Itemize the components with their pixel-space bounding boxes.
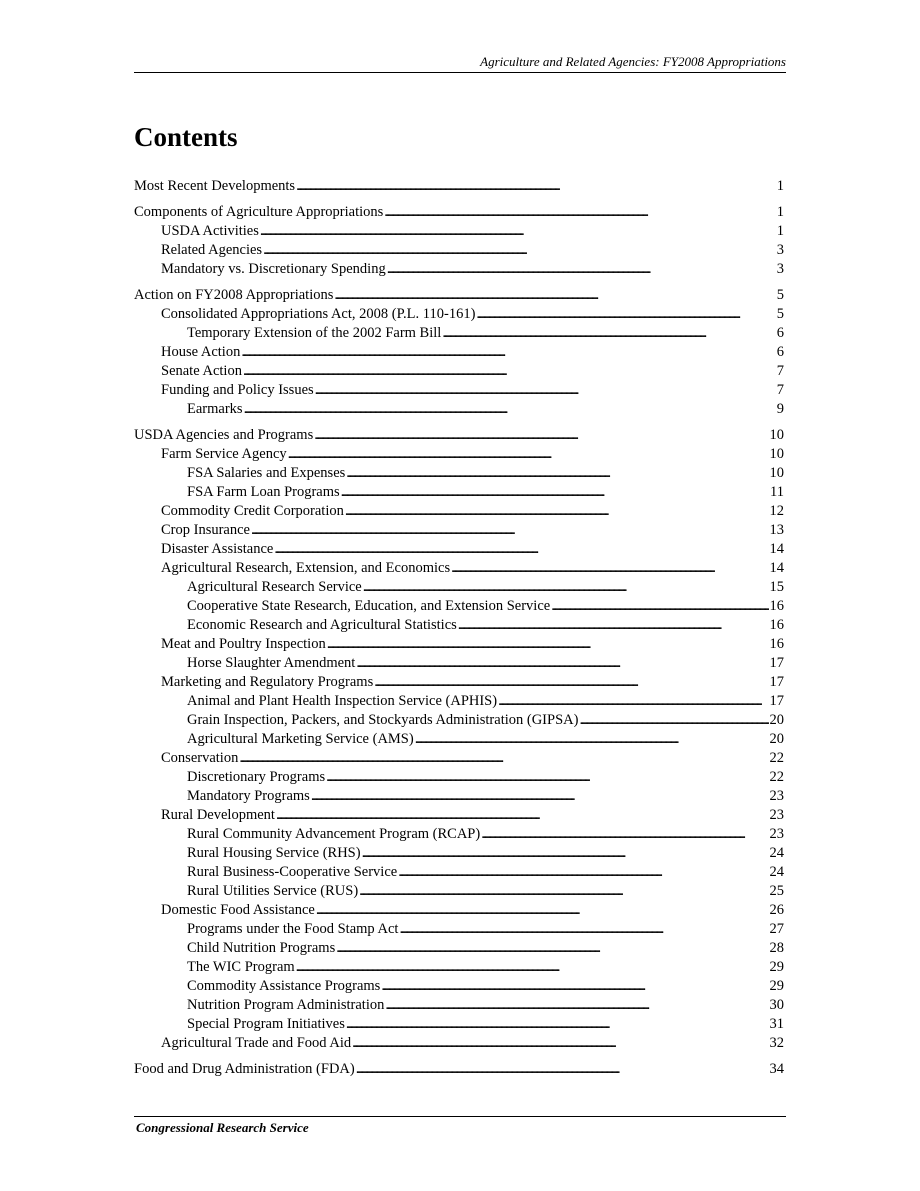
toc-entry[interactable] [134,286,784,305]
toc-entry[interactable] [134,787,784,806]
toc-entry-title: Agricultural Research Service [187,579,362,595]
toc-page-number: 17 [769,693,784,709]
toc-page-number: 31 [769,1016,784,1032]
toc-entry-title: FSA Salaries and Expenses [187,465,346,481]
toc-entry[interactable] [134,305,784,324]
toc-page-number: 1 [776,204,784,220]
toc-dot-leader [241,343,775,362]
toc-page-number: 17 [769,674,784,690]
toc-page-number: 30 [769,997,784,1013]
toc-entry[interactable] [134,521,784,540]
toc-dot-leader [356,654,768,673]
toc-dot-leader [311,787,769,806]
toc-dot-leader [359,882,768,901]
toc-dot-leader [356,1060,769,1079]
toc-dot-leader [244,400,776,419]
toc-dot-leader [385,996,768,1015]
toc-entry[interactable] [134,1015,784,1034]
toc-dot-leader [363,578,769,597]
toc-dot-leader [327,635,769,654]
toc-entry[interactable] [134,977,784,996]
toc-dot-leader [276,806,769,825]
toc-entry-title: Agricultural Trade and Food Aid [161,1035,352,1051]
toc-dot-leader [381,977,768,996]
toc-dot-leader [288,445,769,464]
toc-entry[interactable] [134,711,784,730]
toc-page-number: 24 [769,864,784,880]
toc-dot-leader [481,825,768,844]
toc-dot-leader [442,324,775,343]
toc-entry-title: Earmarks [187,401,243,417]
toc-dot-leader [345,502,769,521]
toc-dot-leader [251,521,769,540]
toc-page-number: 15 [769,579,784,595]
toc-entry[interactable] [134,1060,784,1079]
toc-page-number: 10 [769,465,784,481]
toc-entry-title: Temporary Extension of the 2002 Farm Bill [187,325,442,341]
toc-dot-leader [346,464,768,483]
toc-page-number: 28 [769,940,784,956]
toc-entry-title: Economic Research and Agricultural Statistics [187,617,457,633]
toc-entry[interactable] [134,654,784,673]
toc-entry-title: Mandatory Programs [187,788,310,804]
toc-entry-title: Cooperative State Research, Education, and Extension Service [187,598,551,614]
toc-entry[interactable] [134,806,784,825]
toc-entry[interactable] [134,222,784,241]
toc-dot-leader [314,426,768,445]
toc-entry-title: House Action [161,344,241,360]
toc-entry-title: Food and Drug Administration (FDA) [134,1061,355,1077]
page-title: Contents [134,122,238,152]
toc-page-number: 5 [776,287,784,303]
toc-page-number: 23 [769,807,784,823]
toc-page-number: 23 [769,826,784,842]
toc-page-number: 32 [769,1035,784,1051]
toc-dot-leader [415,730,769,749]
toc-entry[interactable] [134,901,784,920]
toc-dot-leader [239,749,768,768]
toc-entry-title: Meat and Poultry Inspection [161,636,326,652]
toc-entry[interactable] [134,749,784,768]
toc-entry[interactable] [134,464,784,483]
toc-entry[interactable] [134,597,784,616]
toc-entry[interactable] [134,445,784,464]
toc-dot-leader [498,692,768,711]
toc-page-number: 11 [770,484,784,500]
toc-page-number: 22 [769,750,784,766]
toc-page-number: 1 [776,178,784,194]
toc-page-number: 27 [769,921,784,937]
toc-entry-title: Rural Development [161,807,275,823]
toc-entry[interactable] [134,260,784,279]
toc-dot-leader [476,305,775,324]
toc-entry-title: Rural Community Advancement Program (RCAP) [187,826,481,842]
toc-dot-leader [346,1015,769,1034]
toc-entry[interactable] [134,1034,784,1053]
running-header: Agriculture and Related Agencies: FY2008 Appropriations [480,54,786,69]
toc-entry[interactable] [134,483,784,502]
toc-entry[interactable] [134,616,784,635]
toc-entry[interactable] [134,996,784,1015]
toc-entry[interactable] [134,540,784,559]
toc-page-number: 17 [769,655,784,671]
toc-page-number: 3 [776,261,784,277]
toc-entry[interactable] [134,635,784,654]
toc-dot-leader [334,286,775,305]
toc-dot-leader [458,616,769,635]
toc-entry-title: Agricultural Research, Extension, and Economics [161,560,451,576]
toc-dot-leader [341,483,769,502]
toc-dot-leader [315,381,776,400]
toc-entry-title: USDA Agencies and Programs [134,427,314,443]
toc-page-number: 10 [769,446,784,462]
toc-entry[interactable] [134,426,784,445]
toc-page-number: 26 [769,902,784,918]
toc-entry-title: Conservation [161,750,239,766]
toc-entry-title: Animal and Plant Health Inspection Service (APHIS) [187,693,498,709]
toc-entry[interactable] [134,559,784,578]
toc-entry[interactable] [134,882,784,901]
toc-entry[interactable] [134,768,784,787]
toc-page-number: 16 [769,636,784,652]
toc-entry-title: USDA Activities [161,223,259,239]
toc-page-number: 34 [769,1061,784,1077]
toc-page-number: 7 [776,382,784,398]
toc-dot-leader [336,939,768,958]
toc-entry-title: Agricultural Marketing Service (AMS) [187,731,414,747]
toc-page-number: 25 [769,883,784,899]
toc-dot-leader [362,844,769,863]
toc-entry-title: Rural Utilities Service (RUS) [187,883,359,899]
toc-entry-title: Consolidated Appropriations Act, 2008 (P.L. 110-161) [161,306,476,322]
toc-page-number: 24 [769,845,784,861]
toc-dot-leader [260,222,776,241]
toc-entry[interactable] [134,362,784,381]
toc-dot-leader [551,597,768,616]
toc-page-number: 6 [776,325,784,341]
toc-page-number: 20 [769,731,784,747]
toc-dot-leader [263,241,776,260]
toc-entry[interactable] [134,177,784,196]
toc-entry-title: FSA Farm Loan Programs [187,484,340,500]
toc-page-number: 13 [769,522,784,538]
toc-page-number: 22 [769,769,784,785]
toc-dot-leader [398,863,768,882]
toc-entry[interactable] [134,502,784,521]
toc-entry-title: Horse Slaughter Amendment [187,655,356,671]
toc-dot-leader [274,540,768,559]
toc-entry-title: Discretionary Programs [187,769,326,785]
toc-entry-title: Programs under the Food Stamp Act [187,921,399,937]
toc-entry[interactable] [134,844,784,863]
toc-entry[interactable] [134,673,784,692]
toc-entry[interactable] [134,730,784,749]
toc-page-number: 14 [769,541,784,557]
toc-page-number: 7 [776,363,784,379]
toc-page-number: 29 [769,978,784,994]
toc-dot-leader [352,1034,768,1053]
toc-page-number: 9 [776,401,784,417]
toc-entry-title: Disaster Assistance [161,541,274,557]
toc-dot-leader [296,177,776,196]
toc-entry-title: Child Nutrition Programs [187,940,336,956]
toc-entry[interactable] [134,578,784,597]
toc-dot-leader [326,768,768,787]
footer-rule [134,1116,786,1117]
header-rule [134,72,786,73]
toc-entry[interactable] [134,381,784,400]
toc-entry-title: Most Recent Developments [134,178,296,194]
toc-entry-title: Commodity Assistance Programs [187,978,381,994]
toc-page-number: 12 [769,503,784,519]
toc-dot-leader [296,958,769,977]
toc-page-number: 29 [769,959,784,975]
toc-entry-title: Senate Action [161,363,242,379]
toc-dot-leader [387,260,776,279]
toc-page-number: 16 [769,598,784,614]
toc-entry[interactable] [134,400,784,419]
toc-page-number: 14 [769,560,784,576]
toc-entry[interactable] [134,241,784,260]
toc-entry[interactable] [134,920,784,939]
toc-dot-leader [579,711,768,730]
toc-entry[interactable] [134,324,784,343]
toc-entry-title: Crop Insurance [161,522,250,538]
toc-entry-title: Action on FY2008 Appropriations [134,287,334,303]
running-footer: Congressional Research Service [136,1120,309,1135]
toc-dot-leader [374,673,768,692]
toc-entry[interactable] [134,958,784,977]
toc-page-number: 1 [776,223,784,239]
toc-entry-title: The WIC Program [187,959,295,975]
toc-entry-title: Rural Business-Cooperative Service [187,864,398,880]
toc-dot-leader [316,901,769,920]
toc-entry-title: Marketing and Regulatory Programs [161,674,374,690]
toc-dot-leader [384,203,775,222]
toc-entry[interactable] [134,203,784,222]
table-of-contents [134,177,784,1079]
toc-entry-title: Special Program Initiatives [187,1016,345,1032]
toc-page-number: 20 [769,712,784,728]
toc-dot-leader [399,920,768,939]
toc-entry[interactable] [134,692,784,711]
toc-entry-title: Funding and Policy Issues [161,382,314,398]
toc-entry-title: Commodity Credit Corporation [161,503,344,519]
toc-entry[interactable] [134,825,784,844]
toc-entry-title: Rural Housing Service (RHS) [187,845,361,861]
toc-entry-title: Mandatory vs. Discretionary Spending [161,261,386,277]
toc-entry[interactable] [134,343,784,362]
toc-page-number: 16 [769,617,784,633]
toc-entry-title: Components of Agriculture Appropriations [134,204,384,220]
toc-entry[interactable] [134,863,784,882]
toc-entry-title: Related Agencies [161,242,263,258]
toc-page-number: 3 [776,242,784,258]
toc-page-number: 5 [776,306,784,322]
toc-entry-title: Grain Inspection, Packers, and Stockyards Administration (GIPSA) [187,712,579,728]
toc-page-number: 23 [769,788,784,804]
toc-entry-title: Farm Service Agency [161,446,287,462]
toc-dot-leader [451,559,768,578]
toc-entry-title: Nutrition Program Administration [187,997,385,1013]
toc-dot-leader [243,362,776,381]
toc-page-number: 10 [769,427,784,443]
toc-entry[interactable] [134,939,784,958]
toc-page-number: 6 [776,344,784,360]
toc-entry-title: Domestic Food Assistance [161,902,315,918]
